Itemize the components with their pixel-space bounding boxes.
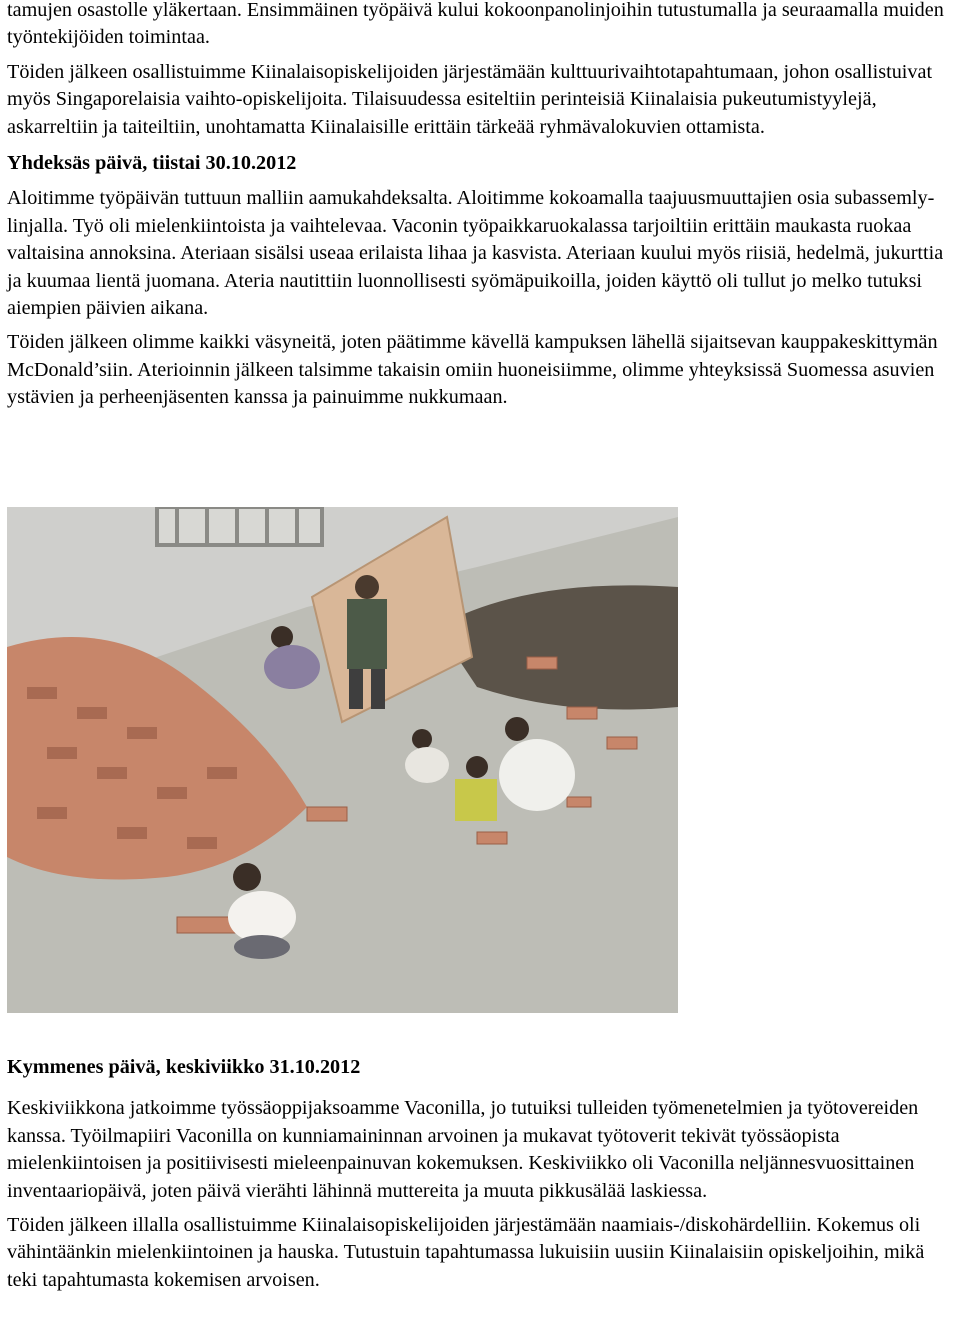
day-heading: Kymmenes päivä, keskiviikko 31.10.2012	[7, 1056, 361, 1078]
paragraph: Töiden jälkeen olimme kaikki väsyneitä, joten päätimme kävellä kampuksen lähellä sijaitsevan kauppakeskittymän McDonald’siin. Aterioinnin jälkeen talsimme takaisin omiin huoneisiimme, olimme yhteyksissä Suomessa asuvien ystävien ja perheenjäsenten kanssa ja painuimme nukkumaan.	[7, 331, 938, 409]
paragraph: Keskiviikkona jatkoimme työssäoppijaksoamme Vaconilla, jo tutuiksi tulleiden työmenetelmien ja työtovereiden kanssa. Työilmapiiri Vaconilla on kunniamaininnan arvoinen ja mukavat työtoverit tekivät työssäopista mielenkiintoisen ja positiivisesti mieleenpainuvan kokemuksen. Keskiviikko oli Vaconilla neljännesvuosittainen inventaariopäivä, joten päivä vierähti lähinnä muttereita ja muuta pikkusälää laskiessa.	[7, 1097, 919, 1202]
paragraph: Aloitimme työpäivän tuttuun malliin aamukahdeksalta. Aloitimme kokoamalla taajuusmuuttajien osia subassemly-linjalla. Työ oli mielenkiintoista ja vaihtelevaa. Vaconin työpaikkaruokalassa tarjoiltiin erittäin maukasta ruokaa valtaisina annoksina. Ateriaan sisälsi useaa erilaista lihaa ja kasvista. Ateriaan kuului myös riisiä, hedelmä, jukurttia ja kuumaa lientä juomana. Ateria nautittiin luonnollisesti syömäpuikoilla, joiden käyttö oli tullut jo melko tutuksi aiempien päivien aikana.	[7, 187, 944, 320]
document-body-continued	[7, 1054, 955, 1294]
photo-illustration	[7, 507, 678, 1013]
paragraph: Töiden jälkeen osallistuimme Kiinalaisopiskelijoiden järjestämään kulttuurivaihtotapahtumaan, johon osallistuivat myös Singaporelaisia vaihto-opiskelijoita. Tilaisuudessa esiteltiin perinteisiä Kiinalaisia pukeutumistyylejä, askarreltiin ja taiteiltiin, unohtamatta Kiinalaisille erittäin tärkeää ryhmävalokuvien ottamista.	[7, 60, 933, 138]
document-body	[7, 0, 955, 412]
day-heading: Yhdeksäs päivä, tiistai 30.10.2012	[7, 152, 297, 175]
window-bars	[157, 507, 322, 545]
photo-children-playing-with-bricks	[7, 507, 678, 1013]
paragraph: Töiden jälkeen illalla osallistuimme Kiinalaisopiskelijoiden järjestämään naamiais-/diskohärdelliin. Kokemus oli vähintäänkin mielenkiintoinen ja hauska. Tutustuin tapahtumassa lukuisiin uusiin Kiinalaisiin opiskeljoihin, mikä teki tapahtumasta kokemisen arvoisen.	[7, 1214, 925, 1291]
paragraph: tamujen osastolle yläkertaan. Ensimmäinen työpäivä kului kokoonpanolinjoihin tutustumalla ja seuraamalla muiden työntekijöiden toimintaa.	[7, 0, 944, 49]
